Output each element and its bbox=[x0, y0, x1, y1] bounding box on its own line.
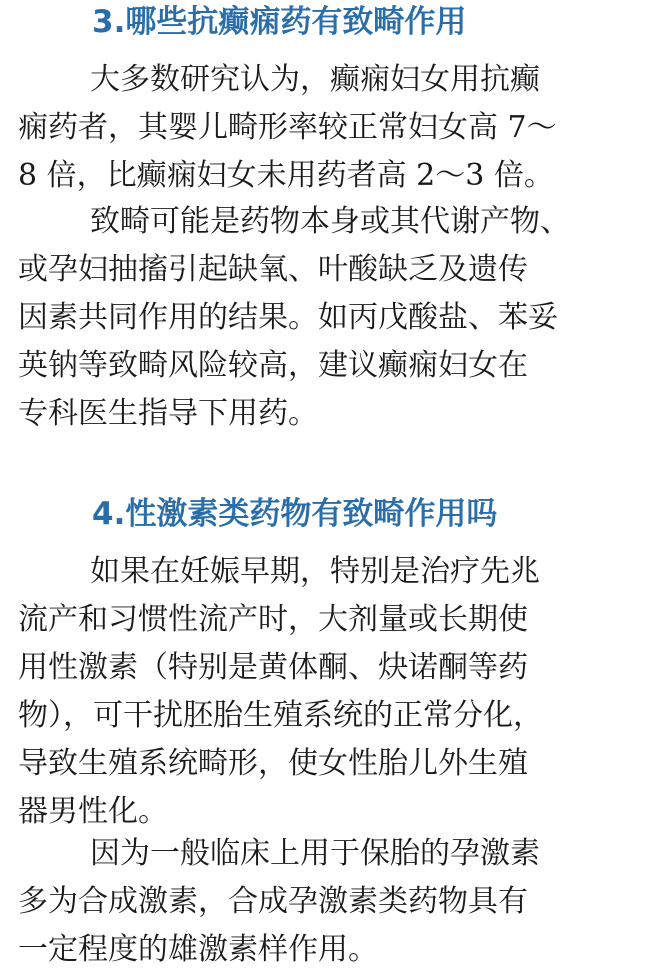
text-line: 痫药者，其婴儿畸形率较正常妇女高 7～ bbox=[18, 110, 557, 145]
text-line: 因为一般临床上用于保胎的孕激素 bbox=[90, 836, 540, 871]
text-line: 多为合成激素，合成孕激素类药物具有 bbox=[18, 884, 528, 919]
section-title-sex-hormones: 4.性激素类药物有致畸作用吗 bbox=[92, 496, 498, 532]
paragraph bbox=[18, 56, 557, 200]
text-line: 英钠等致畸风险较高，建议癫痫妇女在 bbox=[18, 348, 528, 383]
text-line: 8 倍，比癫痫妇女未用药者高 2～3 倍。 bbox=[18, 158, 554, 193]
text-line: 流产和习惯性流产时，大剂量或长期使 bbox=[18, 602, 528, 637]
text-line: 如果在妊娠早期，特别是治疗先兆 bbox=[90, 554, 540, 589]
text-line: 或孕妇抽搐引起缺氧、叶酸缺乏及遗传 bbox=[18, 252, 528, 287]
text-line: 导致生殖系统畸形，使女性胎儿外生殖 bbox=[18, 746, 528, 781]
text-line: 大多数研究认为，癫痫妇女用抗癫 bbox=[90, 62, 540, 97]
paragraph bbox=[18, 548, 543, 836]
text-line: 器男性化。 bbox=[18, 794, 168, 829]
paragraph bbox=[18, 198, 570, 438]
text-line: 物），可干扰胚胎生殖系统的正常分化， bbox=[18, 698, 543, 733]
text-line: 致畸可能是药物本身或其代谢产物、 bbox=[90, 204, 570, 239]
paragraph bbox=[18, 830, 540, 974]
text-line: 一定程度的雄激素样作用。 bbox=[18, 932, 378, 967]
text-line: 因素共同作用的结果。如丙戊酸盐、苯妥 bbox=[18, 300, 558, 335]
text-line: 专科医生指导下用药。 bbox=[18, 396, 318, 431]
text-line: 用性激素（特别是黄体酮、炔诺酮等药 bbox=[18, 650, 528, 685]
section-title-antiepileptic: 3.哪些抗癫痫药有致畸作用 bbox=[92, 4, 467, 40]
